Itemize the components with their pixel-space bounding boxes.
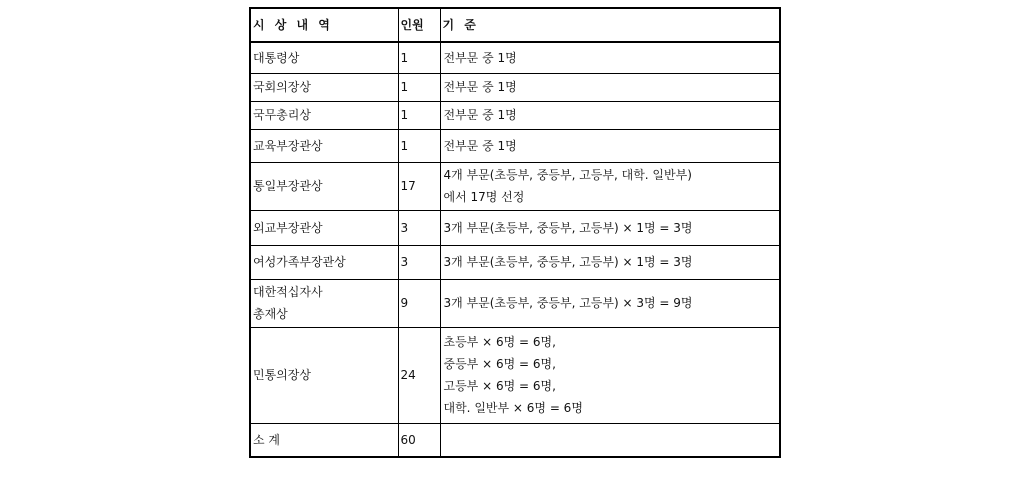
header-award: 시 상 내 역 <box>250 8 398 42</box>
award-name: 외교부장관상 <box>253 220 323 235</box>
award-name-cell <box>250 162 398 210</box>
header-row <box>250 8 780 42</box>
award-name-cell <box>250 327 398 423</box>
table-row <box>250 42 780 73</box>
award-criteria: 3개 부문(초등부, 중등부, 고등부) × 1명 = 3명 <box>443 255 693 269</box>
award-name-cell <box>250 73 398 101</box>
award-criteria: 3개 부문(초등부, 중등부, 고등부) × 1명 = 3명 <box>443 220 693 235</box>
award-count: 1 <box>398 101 440 129</box>
table-row <box>250 210 780 245</box>
award-name: 국무총리상 <box>253 108 311 122</box>
award-count: 3 <box>398 245 440 279</box>
award-criteria: 중등부 × 6명 = 6명, <box>443 357 556 371</box>
award-count: 1 <box>398 129 440 162</box>
award-count: 3 <box>398 210 440 245</box>
award-name: 대한적십자사 <box>253 285 323 299</box>
table-row <box>250 129 780 162</box>
award-criteria: 전부문 중 1명 <box>443 80 517 94</box>
award-table <box>249 7 781 458</box>
table-body <box>250 42 780 457</box>
award-name: 여성가족부장관상 <box>253 255 346 269</box>
award-count: 9 <box>398 279 440 327</box>
award-criteria: 3개 부문(초등부, 중등부, 고등부) × 3명 = 9명 <box>443 296 693 310</box>
award-name-cell <box>250 245 398 279</box>
award-criteria: 대학. 일반부 × 6명 = 6명 <box>443 401 583 415</box>
award-criteria-cell <box>440 73 780 101</box>
table-row <box>250 327 780 423</box>
header-count: 인원 <box>398 8 440 42</box>
award-count: 1 <box>398 42 440 73</box>
award-name: 교육부장관상 <box>253 138 323 153</box>
table-row <box>250 101 780 129</box>
header-criteria: 기 준 <box>440 8 780 42</box>
award-name-cell <box>250 129 398 162</box>
award-criteria: 고등부 × 6명 = 6명, <box>443 379 556 393</box>
award-name: 소 계 <box>253 432 280 447</box>
award-name: 통일부장관상 <box>253 179 323 193</box>
table-row <box>250 245 780 279</box>
award-criteria-cell <box>440 279 780 327</box>
award-criteria-cell <box>440 129 780 162</box>
award-criteria-cell <box>440 327 780 423</box>
award-criteria: 에서 17명 선정 <box>443 190 525 204</box>
award-name: 총재상 <box>253 307 288 321</box>
award-criteria: 4개 부문(초등부, 중등부, 고등부, 대학. 일반부) <box>443 168 692 182</box>
award-criteria-cell <box>440 210 780 245</box>
award-criteria-cell <box>440 101 780 129</box>
award-criteria-cell <box>440 423 780 457</box>
award-name: 민통의장상 <box>253 368 311 382</box>
table-row <box>250 162 780 210</box>
award-criteria: 전부문 중 1명 <box>443 108 517 122</box>
award-name-cell <box>250 101 398 129</box>
table-row <box>250 73 780 101</box>
award-count: 24 <box>398 327 440 423</box>
award-criteria-cell <box>440 162 780 210</box>
award-criteria: 전부문 중 1명 <box>443 138 517 153</box>
award-name-cell <box>250 210 398 245</box>
award-count: 60 <box>398 423 440 457</box>
award-criteria: 초등부 × 6명 = 6명, <box>443 335 556 349</box>
award-name: 대통령상 <box>253 50 300 65</box>
award-criteria-cell <box>440 245 780 279</box>
table-row <box>250 423 780 457</box>
award-name-cell <box>250 42 398 73</box>
award-count: 1 <box>398 73 440 101</box>
award-name-cell <box>250 423 398 457</box>
award-name-cell <box>250 279 398 327</box>
award-count: 17 <box>398 162 440 210</box>
table-row <box>250 279 780 327</box>
award-name: 국회의장상 <box>253 80 311 94</box>
award-criteria: 전부문 중 1명 <box>443 50 517 65</box>
award-criteria-cell <box>440 42 780 73</box>
